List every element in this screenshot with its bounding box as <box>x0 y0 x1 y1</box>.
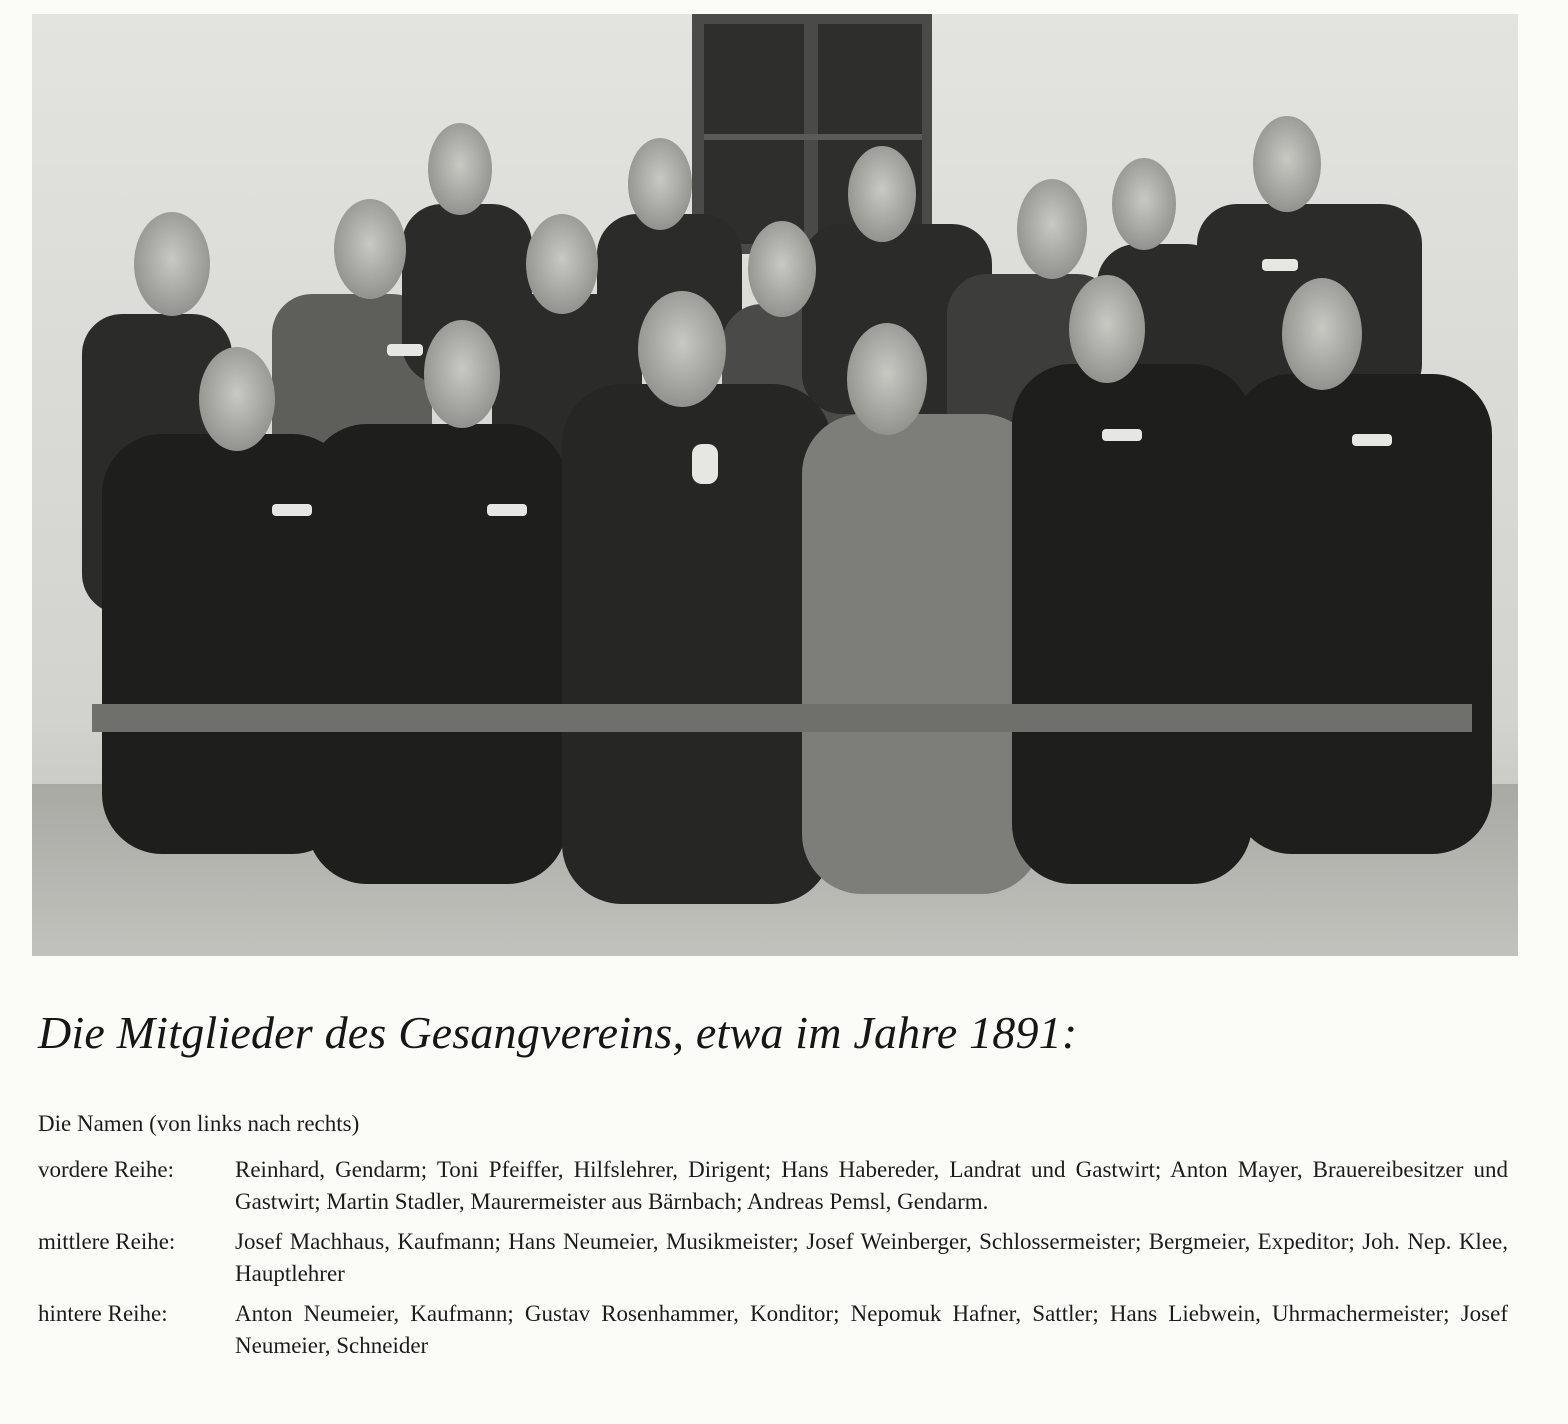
row-names-front: Reinhard, Gendarm; Toni Pfeiffer, Hilfslehrer, Dirigent; Hans Habereder, Landrat und Gastwirt; Anton Mayer, Brauereibesitzer und Gastwirt; Martin Stadler, Maurermeister aus Bärnbach; Andreas Pemsl, Gendarm. <box>235 1157 1508 1214</box>
group-photograph <box>32 14 1518 956</box>
caption-title: Die Mitglieder des Gesangvereins, etwa im Jahre 1891: <box>38 1007 1078 1058</box>
group-photo-illustration <box>32 14 1518 956</box>
names-list <box>38 1154 1508 1370</box>
row-names-back: Anton Neumeier, Kaufmann; Gustav Rosenhammer, Konditor; Nepomuk Hafner, Sattler; Hans Liebwein, Uhrmachermeister; Josef Neumeier, Schneider <box>235 1301 1508 1358</box>
row-label-middle: mittlere Reihe: <box>38 1229 176 1254</box>
row-front <box>38 1154 1508 1218</box>
row-label-front: vordere Reihe: <box>38 1157 175 1182</box>
names-intro: Die Namen (von links nach rechts) <box>38 1111 360 1136</box>
row-names-middle: Josef Machhaus, Kaufmann; Hans Neumeier, Musikmeister; Josef Weinberger, Schlossermeister; Bergmeier, Expeditor; Joh. Nep. Klee, Hauptlehrer <box>235 1229 1508 1286</box>
row-back <box>38 1298 1508 1362</box>
row-middle <box>38 1226 1508 1290</box>
row-label-back: hintere Reihe: <box>38 1301 168 1326</box>
